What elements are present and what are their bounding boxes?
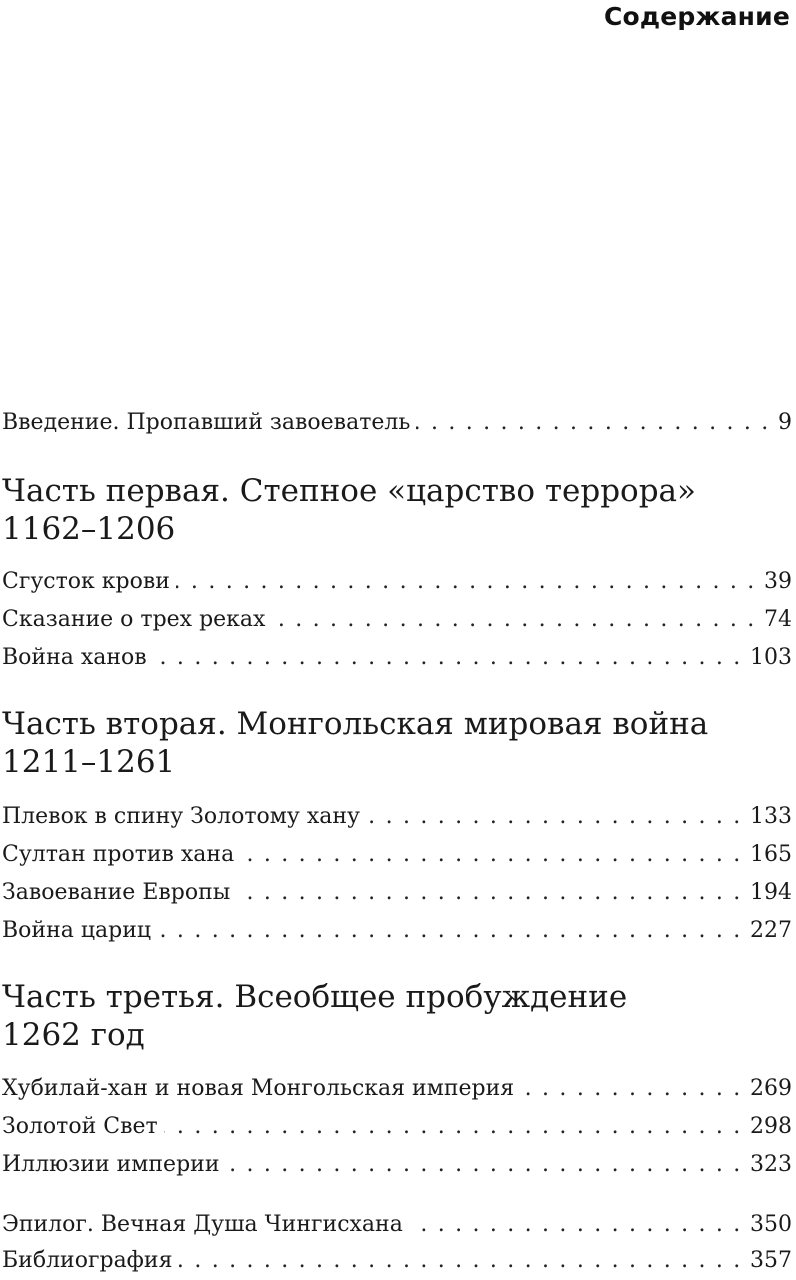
toc-entry-page: 103	[750, 645, 792, 670]
dot-leader	[236, 876, 742, 910]
part-heading-title: Часть вторая. Монгольская мировая война	[2, 706, 709, 742]
toc-entry-introduction[interactable]	[2, 406, 792, 440]
dot-leader	[416, 406, 770, 440]
dot-leader	[366, 800, 742, 834]
part-heading-years: 1211–1261	[2, 744, 176, 780]
dot-leader	[520, 1072, 742, 1106]
toc-entry-epilogue[interactable]	[2, 1208, 792, 1242]
toc-entry-page: 133	[750, 804, 792, 829]
toc-entry-title: Завоевание Европы	[2, 880, 231, 905]
toc-entry-page: 9	[778, 410, 792, 435]
toc-entry-chapter[interactable]	[2, 1110, 792, 1144]
toc-entry-title: Султан против хана	[2, 842, 235, 867]
toc-entry-title: Сказание о трех реках	[2, 607, 266, 632]
toc-entry-chapter[interactable]	[2, 1072, 792, 1106]
toc-entry-page: 39	[764, 569, 792, 594]
toc-entry-chapter[interactable]	[2, 1148, 792, 1182]
toc-entry-chapter[interactable]	[2, 565, 792, 599]
toc-entry-title: Библиография	[2, 1248, 173, 1273]
toc-entry-page: 323	[750, 1152, 792, 1177]
toc-entry-page: 269	[750, 1076, 792, 1101]
toc-entry-page: 165	[750, 842, 792, 867]
part-heading-2	[2, 705, 792, 781]
dot-leader	[225, 1148, 742, 1182]
toc-entry-title: Эпилог. Вечная Душа Чингисхана	[2, 1212, 403, 1237]
toc-entry-page: 74	[764, 607, 792, 632]
dot-leader	[157, 914, 742, 948]
toc-entry-page: 350	[750, 1212, 792, 1237]
part-heading-3	[2, 978, 792, 1054]
dot-leader	[178, 1244, 742, 1278]
part-heading-1	[2, 472, 792, 548]
page-title: Содержание	[603, 2, 790, 31]
dot-leader	[271, 603, 756, 637]
dot-leader	[240, 838, 742, 872]
toc-entry-title: Война цариц	[2, 918, 152, 943]
toc-entry-title: Введение. Пропавший завоеватель	[2, 410, 411, 435]
part-heading-years: 1262 год	[2, 1017, 145, 1053]
toc-entry-page: 194	[750, 880, 792, 905]
part-heading-title: Часть третья. Всеобщее пробуждение	[2, 979, 628, 1015]
toc-entry-bibliography[interactable]	[2, 1244, 792, 1278]
toc-entry-chapter[interactable]	[2, 641, 792, 675]
toc-entry-title: Сгусток крови	[2, 569, 170, 594]
toc-entry-page: 298	[750, 1114, 792, 1139]
toc-entry-chapter[interactable]	[2, 838, 792, 872]
toc-entry-title: Война ханов	[2, 645, 147, 670]
toc-entry-title: Плевок в спину Золотому хану	[2, 804, 360, 829]
toc-entry-title: Золотой Свет	[2, 1114, 158, 1139]
dot-leader	[153, 641, 742, 675]
toc-entry-title: Хубилай-хан и новая Монгольская империя	[2, 1076, 515, 1101]
toc-entry-chapter[interactable]	[2, 800, 792, 834]
toc-entry-chapter[interactable]	[2, 876, 792, 910]
toc-entry-title: Иллюзии империи	[2, 1152, 220, 1177]
dot-leader	[409, 1208, 742, 1242]
toc-entry-page: 227	[750, 918, 792, 943]
part-heading-title: Часть первая. Степное «царство террора»	[2, 473, 696, 509]
dot-leader	[164, 1110, 742, 1144]
toc-entry-chapter[interactable]	[2, 914, 792, 948]
part-heading-years: 1162–1206	[2, 511, 176, 547]
toc-entry-page: 357	[750, 1248, 792, 1273]
dot-leader	[176, 565, 756, 599]
toc-entry-chapter[interactable]	[2, 603, 792, 637]
